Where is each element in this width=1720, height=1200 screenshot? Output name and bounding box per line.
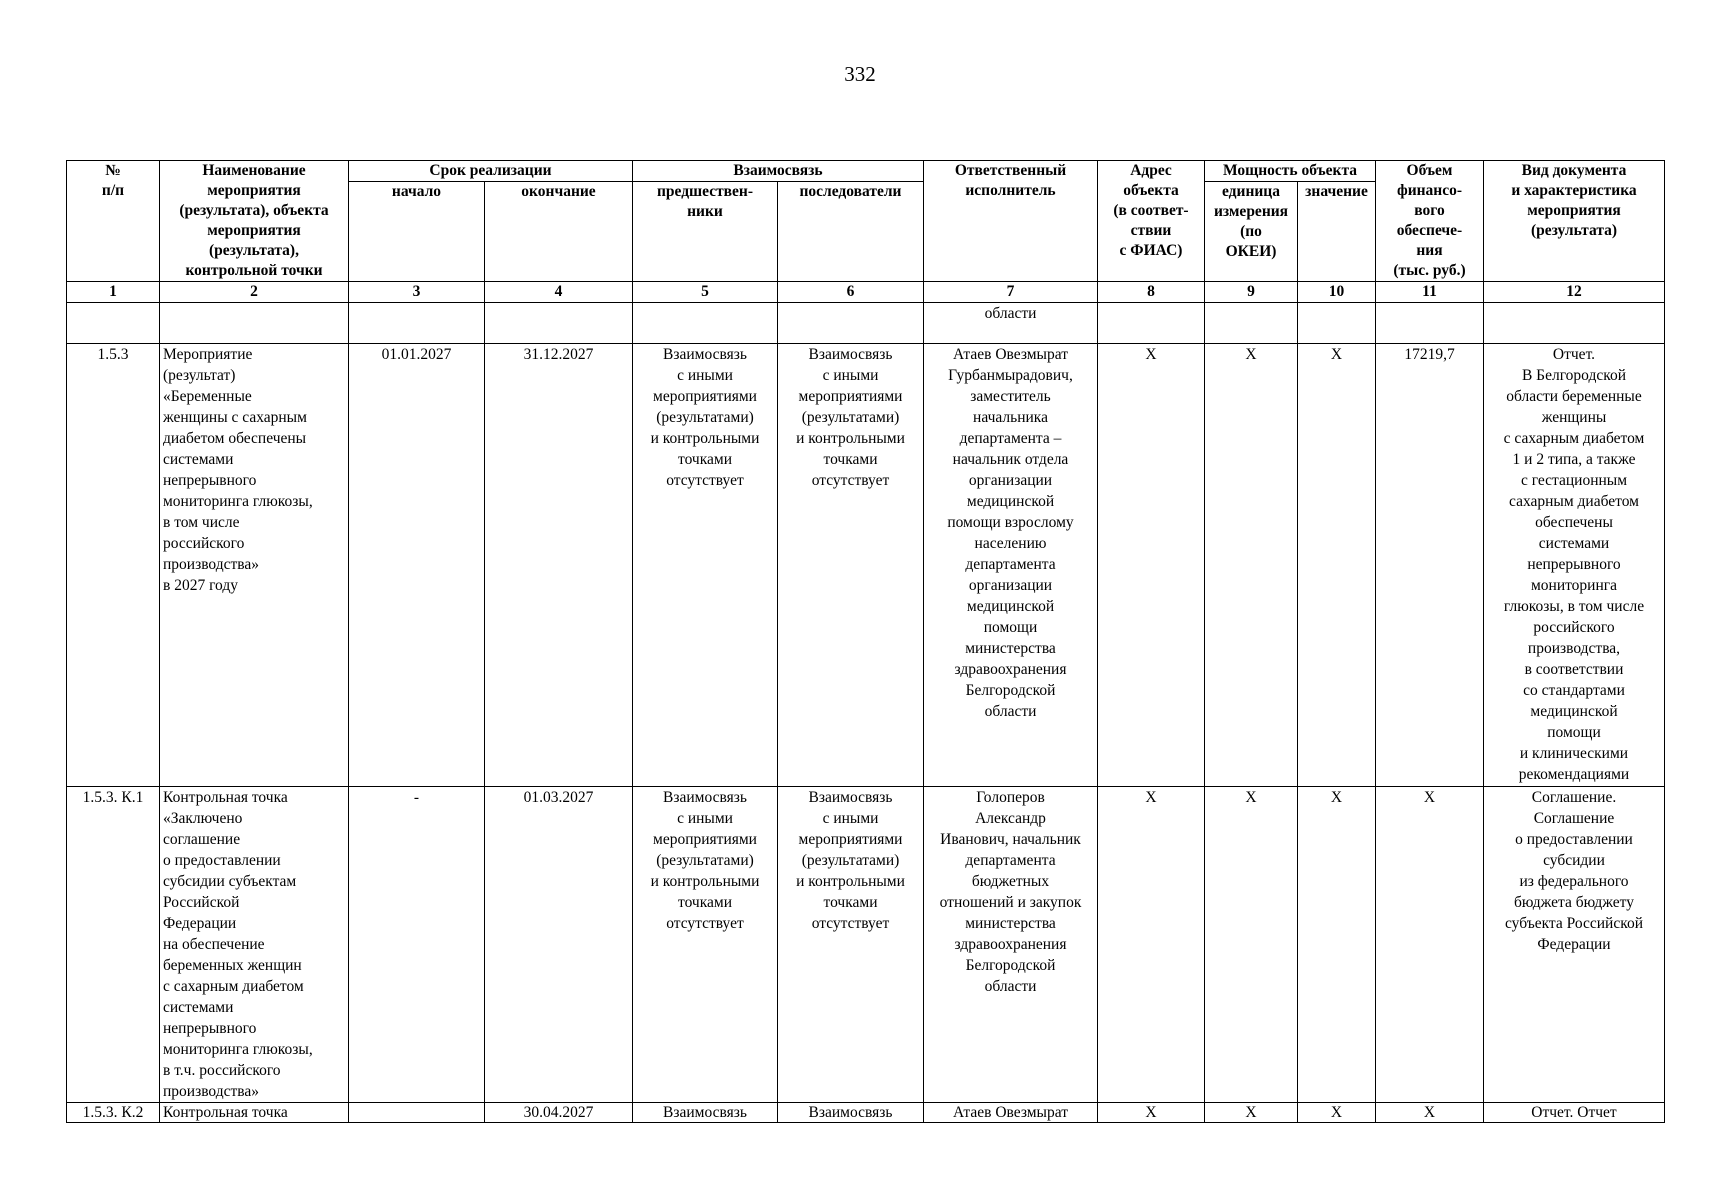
header-value: значение	[1298, 182, 1376, 282]
cell-start: -	[349, 787, 485, 1103]
column-numbers-row	[67, 282, 1665, 303]
cell-value: Х	[1298, 1103, 1376, 1123]
cell-start: 01.01.2027	[349, 344, 485, 787]
cell-name: Контрольная точка	[160, 1103, 349, 1123]
column-number: 7	[924, 282, 1098, 303]
cell-responsible: области	[924, 303, 1098, 344]
cell-finance	[1376, 303, 1484, 344]
column-number: 2	[160, 282, 349, 303]
cell-end: 30.04.2027	[485, 1103, 633, 1123]
cell-address	[1098, 303, 1205, 344]
header-end: окончание	[485, 182, 633, 282]
header-document-type: Вид документа и характеристика мероприятия (результата)	[1484, 161, 1665, 282]
cell-document: Отчет. Отчет	[1484, 1103, 1665, 1123]
header-implementation-period: Срок реализации	[349, 161, 633, 182]
cell-finance: 17219,7	[1376, 344, 1484, 787]
cell-address: Х	[1098, 1103, 1205, 1123]
cell-unit: Х	[1205, 1103, 1298, 1123]
cell-successors	[778, 303, 924, 344]
cell-number: 1.5.3	[67, 344, 160, 787]
header-finance: Объем финансо- вого обеспече- ния (тыс. руб.)	[1376, 161, 1484, 282]
column-number: 4	[485, 282, 633, 303]
cell-finance: Х	[1376, 787, 1484, 1103]
header-relationship: Взаимосвязь	[633, 161, 924, 182]
header-row-1	[67, 161, 1665, 182]
cell-successors: Взаимосвязь	[778, 1103, 924, 1123]
cell-value: Х	[1298, 787, 1376, 1103]
cell-name: Мероприятие (результат) «Беременные женщины с сахарным диабетом обеспечены системами непрерывного мониторинга глюкозы, в том числе российского производства» в 2027 году	[160, 344, 349, 787]
header-unit: единица измерения (по ОКЕИ)	[1205, 182, 1298, 282]
page-number: 332	[844, 62, 876, 86]
cell-address: Х	[1098, 344, 1205, 787]
cell-finance: Х	[1376, 1103, 1484, 1123]
cell-predecessors: Взаимосвязь с иными мероприятиями (результатами) и контрольными точками отсутствует	[633, 344, 778, 787]
cell-name	[160, 303, 349, 344]
cell-address: Х	[1098, 787, 1205, 1103]
cell-responsible: Голоперов Александр Иванович, начальник департамента бюджетных отношений и закупок министерства здравоохранения Белгородской области	[924, 787, 1098, 1103]
cell-value: Х	[1298, 344, 1376, 787]
table-row	[67, 787, 1665, 1103]
cell-start	[349, 303, 485, 344]
cell-start	[349, 1103, 485, 1123]
cell-unit	[1205, 303, 1298, 344]
header-responsible: Ответственный исполнитель	[924, 161, 1098, 282]
cell-document	[1484, 303, 1665, 344]
header-object-capacity: Мощность объекта	[1205, 161, 1376, 182]
column-number: 10	[1298, 282, 1376, 303]
cell-predecessors	[633, 303, 778, 344]
cell-number: 1.5.3. К.2	[67, 1103, 160, 1123]
column-number: 12	[1484, 282, 1665, 303]
column-number: 11	[1376, 282, 1484, 303]
cell-unit: Х	[1205, 344, 1298, 787]
table-row	[67, 1103, 1665, 1123]
column-number: 8	[1098, 282, 1205, 303]
table-row	[67, 303, 1665, 344]
cell-number	[67, 303, 160, 344]
header-successors: последователи	[778, 182, 924, 282]
column-number: 6	[778, 282, 924, 303]
cell-end: 01.03.2027	[485, 787, 633, 1103]
cell-end: 31.12.2027	[485, 344, 633, 787]
cell-responsible: Атаев Овезмырат	[924, 1103, 1098, 1123]
column-number: 3	[349, 282, 485, 303]
cell-successors: Взаимосвязь с иными мероприятиями (результатами) и контрольными точками отсутствует	[778, 344, 924, 787]
cell-predecessors: Взаимосвязь с иными мероприятиями (результатами) и контрольными точками отсутствует	[633, 787, 778, 1103]
cell-responsible: Атаев Овезмырат Гурбанмырадович, заместитель начальника департамента – начальник отдела организации медицинской помощи взрослому населению департамента организации медицинской помощи министерства здравоохранения Белгородской области	[924, 344, 1098, 787]
cell-name: Контрольная точка «Заключено соглашение о предоставлении субсидии субъектам Российской Федерации на обеспечение беремeнных женщин с сахарным диабетом системами непрерывного мониторинга глюкозы, в т.ч. российского производства»	[160, 787, 349, 1103]
column-number: 1	[67, 282, 160, 303]
column-number: 5	[633, 282, 778, 303]
cell-number: 1.5.3. К.1	[67, 787, 160, 1103]
cell-document: Отчет. В Белгородской области беременные женщины с сахарным диабетом 1 и 2 типа, а также с гестационным сахарным диабетом обеспечены системами непрерывного мониторинга глюкозы, в том числе российского производства, в соответствии со стандартами медицинской помощи и клиническими рекомендациями	[1484, 344, 1665, 787]
header-start: начало	[349, 182, 485, 282]
table-row	[67, 344, 1665, 787]
cell-end	[485, 303, 633, 344]
column-number: 9	[1205, 282, 1298, 303]
header-name: Наименование мероприятия (результата), объекта мероприятия (результата), контрольной точки	[160, 161, 349, 282]
cell-value	[1298, 303, 1376, 344]
plan-table	[66, 160, 1665, 1123]
header-predecessors: предшествен- ники	[633, 182, 778, 282]
cell-predecessors: Взаимосвязь	[633, 1103, 778, 1123]
cell-successors: Взаимосвязь с иными мероприятиями (результатами) и контрольными точками отсутствует	[778, 787, 924, 1103]
header-address: Адрес объекта (в соответ- ствии с ФИАС)	[1098, 161, 1205, 282]
cell-document: Соглашение. Соглашение о предоставлении субсидии из федерального бюджета бюджету субъекта Российской Федерации	[1484, 787, 1665, 1103]
header-number: № п/п	[67, 161, 160, 282]
cell-unit: Х	[1205, 787, 1298, 1103]
